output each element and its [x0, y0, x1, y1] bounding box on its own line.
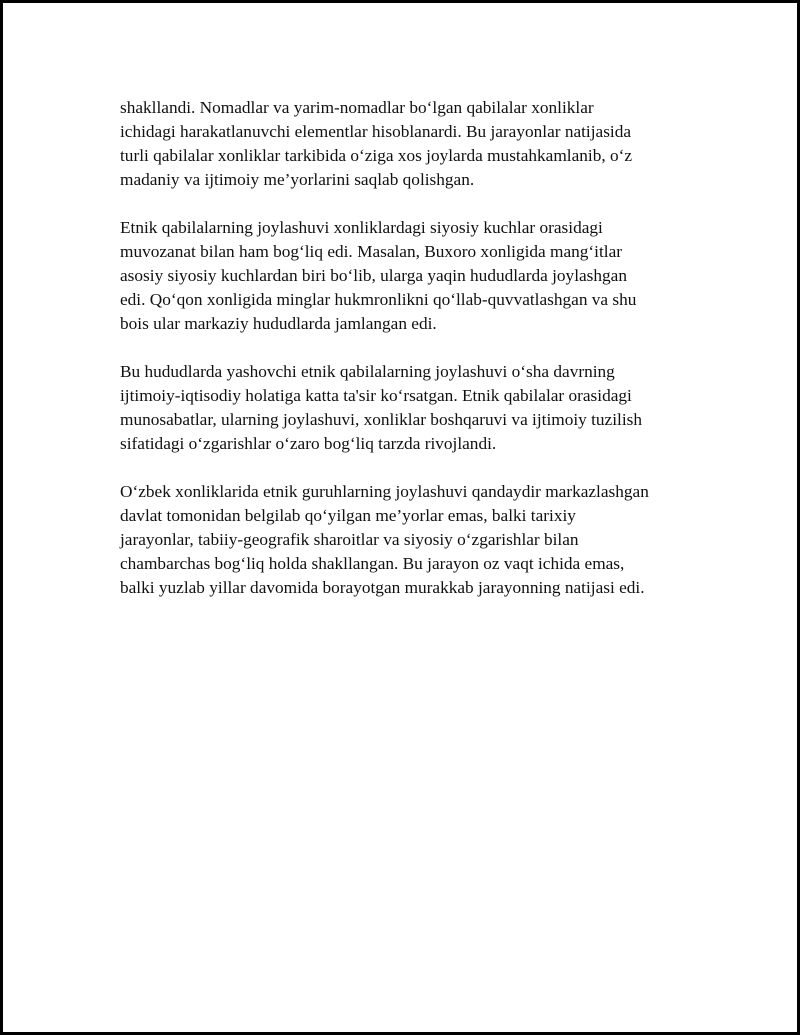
text-line: jarayonlar, tabiiy-geografik sharoitlar va siyosiy o‘zgarishlar bilan: [120, 530, 579, 549]
text-line: edi. Qo‘qon xonligida minglar hukmronlikni qo‘llab-quvvatlashgan va shu: [120, 290, 637, 309]
document-body: [120, 96, 700, 624]
text-line: ichidagi harakatlanuvchi elementlar hisoblanardi. Bu jarayonlar natijasida: [120, 122, 632, 141]
text-line: bois ular markaziy hududlarda jamlangan edi.: [120, 314, 437, 333]
paragraph-2: [120, 216, 700, 336]
text-line: asosiy siyosiy kuchlardan biri bo‘lib, ularga yaqin hududlarda joylashgan: [120, 266, 627, 285]
text-line: balki yuzlab yillar davomida borayotgan murakkab jarayonning natijasi edi.: [120, 578, 645, 597]
paragraph-1: [120, 96, 700, 192]
text-line: shakllandi. Nomadlar va yarim-nomadlar bo‘lgan qabilalar xonliklar: [120, 98, 594, 117]
text-line: Etnik qabilalarning joylashuvi xonliklardagi siyosiy kuchlar orasidagi: [120, 218, 603, 237]
text-line: ijtimoiy-iqtisodiy holatiga katta ta'sir ko‘rsatgan. Etnik qabilalar orasidagi: [120, 386, 632, 405]
text-line: munosabatlar, ularning joylashuvi, xonliklar boshqaruvi va ijtimoiy tuzilish: [120, 410, 642, 429]
text-line: madaniy va ijtimoiy me’yorlarini saqlab qolishgan.: [120, 170, 475, 189]
text-line: sifatidagi o‘zgarishlar o‘zaro bog‘liq tarzda rivojlandi.: [120, 434, 497, 453]
paragraph-4: [120, 480, 700, 600]
text-line: Bu hududlarda yashovchi etnik qabilalarning joylashuvi o‘sha davrning: [120, 362, 615, 381]
text-line: muvozanat bilan ham bog‘liq edi. Masalan, Buxoro xonligida mang‘itlar: [120, 242, 623, 261]
text-line: turli qabilalar xonliklar tarkibida o‘ziga xos joylarda mustahkamlanib, o‘z: [120, 146, 633, 165]
text-line: O‘zbek xonliklarida etnik guruhlarning joylashuvi qandaydir markazlashgan: [120, 482, 649, 501]
paragraph-3: [120, 360, 700, 456]
text-line: davlat tomonidan belgilab qo‘yilgan me’yorlar emas, balki tarixiy: [120, 506, 576, 525]
text-line: chambarchas bog‘liq holda shakllangan. Bu jarayon oz vaqt ichida emas,: [120, 554, 625, 573]
